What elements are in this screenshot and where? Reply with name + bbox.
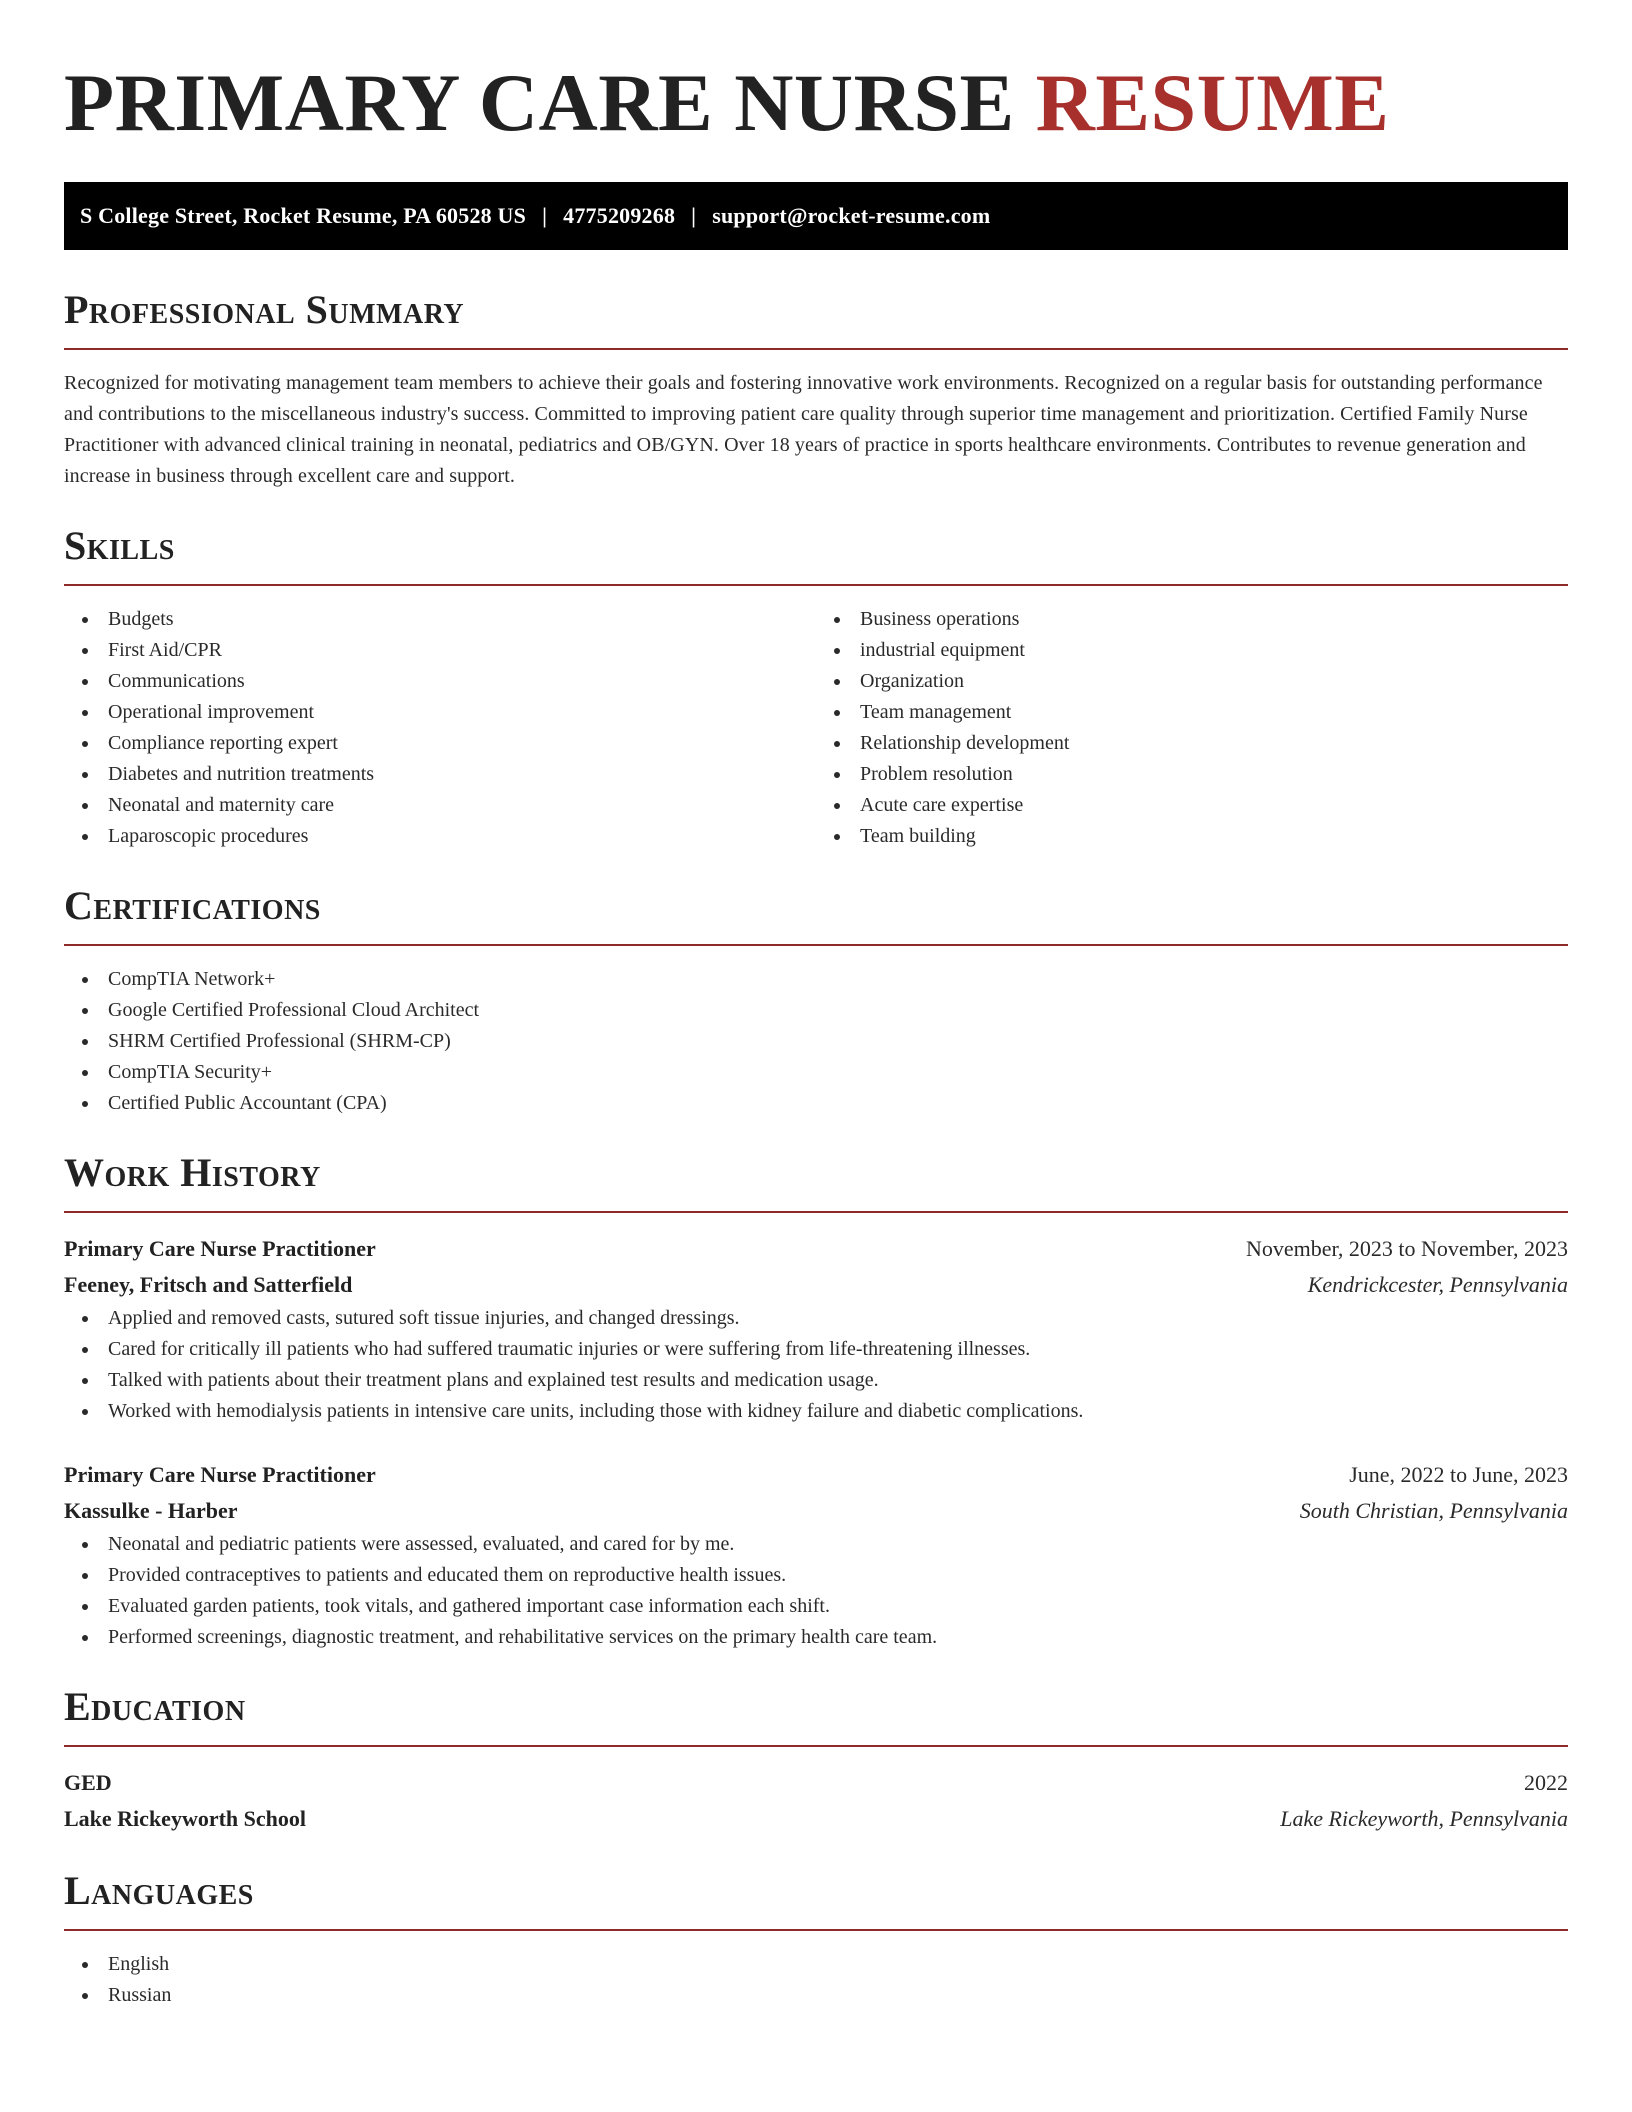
job-duty-item: Worked with hemodialysis patients in intensive care units, including those with kidney failure and diabetic complications. <box>108 1396 1568 1427</box>
section-divider <box>64 944 1568 946</box>
job-duty-item: Neonatal and pediatric patients were assessed, evaluated, and cared for by me. <box>108 1529 1568 1560</box>
certification-item: Google Certified Professional Cloud Architect <box>108 995 1568 1026</box>
certification-item: SHRM Certified Professional (SHRM-CP) <box>108 1026 1568 1057</box>
skill-item: Team management <box>860 697 1568 728</box>
skill-item: Neonatal and maternity care <box>108 790 816 821</box>
section-heading-work-history: Work History <box>64 1150 321 1195</box>
education-header <box>64 1765 1568 1801</box>
job-company: Kassulke - Harber <box>64 1498 238 1523</box>
contact-address: S College Street, Rocket Resume, PA 60528 US <box>80 203 527 228</box>
skills-list-left <box>64 604 816 852</box>
title-accent: RESUME <box>1035 57 1390 148</box>
job-duty-item: Evaluated garden patients, took vitals, and gathered important case information each shift. <box>108 1591 1568 1622</box>
section-divider <box>64 348 1568 350</box>
contact-separator: | <box>691 203 697 228</box>
job-duty-item: Cared for critically ill patients who had suffered traumatic injuries or were suffering from life-threatening illnesses. <box>108 1334 1568 1365</box>
skills-grid <box>64 604 1568 852</box>
skill-item: Operational improvement <box>108 697 816 728</box>
skill-item: Acute care expertise <box>860 790 1568 821</box>
job-subheader <box>64 1493 1568 1529</box>
job-company: Feeney, Fritsch and Satterfield <box>64 1272 353 1297</box>
job-entry <box>64 1231 1568 1427</box>
section-divider <box>64 1745 1568 1747</box>
summary-text: Recognized for motivating management team members to achieve their goals and fostering innovative work environments. Recognized on a regular basis for outstanding performance and contributions to the miscellaneous industry's success. Committed to improving patient care quality through superior time management and prioritization. Certified Family Nurse Practitioner with advanced clinical training in neonatal, pediatrics and OB/GYN. Over 18 years of practice in sports healthcare environments. Contributes to revenue generation and increase in business through excellent care and support. <box>64 372 1543 487</box>
section-heading-summary: Professional Summary <box>64 287 465 332</box>
section-divider <box>64 584 1568 586</box>
skills-section <box>64 522 1568 852</box>
section-heading-education: Education <box>64 1684 246 1729</box>
education-location: Lake Rickeyworth, Pennsylvania <box>1280 1806 1568 1831</box>
skill-item: Budgets <box>108 604 816 635</box>
job-duty-item: Provided contraceptives to patients and educated them on reproductive health issues. <box>108 1560 1568 1591</box>
education-subheader <box>64 1801 1568 1837</box>
skill-item: First Aid/CPR <box>108 635 816 666</box>
job-duty-item: Talked with patients about their treatment plans and explained test results and medication usage. <box>108 1365 1568 1396</box>
section-heading-skills: Skills <box>64 523 175 568</box>
skill-item: Diabetes and nutrition treatments <box>108 759 816 790</box>
job-entry <box>64 1457 1568 1653</box>
certifications-section <box>64 882 1568 1119</box>
job-duties <box>64 1529 1568 1653</box>
job-duty-item: Performed screenings, diagnostic treatment, and rehabilitative services on the primary health care team. <box>108 1622 1568 1653</box>
contact-separator: | <box>542 203 548 228</box>
skill-item: Relationship development <box>860 728 1568 759</box>
job-header <box>64 1231 1568 1267</box>
certification-item: CompTIA Network+ <box>108 964 1568 995</box>
languages-section <box>64 1867 1568 2011</box>
contact-bar <box>64 182 1568 250</box>
job-dates: June, 2022 to June, 2023 <box>1349 1462 1568 1487</box>
title-main: PRIMARY CARE NURSE <box>64 57 1015 148</box>
job-subheader <box>64 1267 1568 1303</box>
section-divider <box>64 1929 1568 1931</box>
section-divider <box>64 1211 1568 1213</box>
skill-item: Team building <box>860 821 1568 852</box>
education-section <box>64 1683 1568 1837</box>
skill-item: Communications <box>108 666 816 697</box>
section-heading-certifications: Certifications <box>64 883 321 928</box>
section-heading-languages: Languages <box>64 1868 254 1913</box>
contact-phone: 4775209268 <box>563 203 676 228</box>
skills-list-right <box>816 604 1568 852</box>
skill-item: Problem resolution <box>860 759 1568 790</box>
language-item: Russian <box>108 1980 1568 2011</box>
certification-item: Certified Public Accountant (CPA) <box>108 1088 1568 1119</box>
job-title: Primary Care Nurse Practitioner <box>64 1236 376 1261</box>
contact-email[interactable]: support@rocket-resume.com <box>712 203 991 228</box>
skill-item: industrial equipment <box>860 635 1568 666</box>
certification-item: CompTIA Security+ <box>108 1057 1568 1088</box>
education-school: Lake Rickeyworth School <box>64 1806 306 1831</box>
job-dates: November, 2023 to November, 2023 <box>1245 1236 1568 1261</box>
certifications-list <box>64 964 1568 1119</box>
skill-item: Organization <box>860 666 1568 697</box>
languages-list <box>64 1949 1568 2011</box>
skill-item: Laparoscopic procedures <box>108 821 816 852</box>
job-header <box>64 1457 1568 1493</box>
language-item: English <box>108 1949 1568 1980</box>
job-title: Primary Care Nurse Practitioner <box>64 1462 376 1487</box>
skill-item: Business operations <box>860 604 1568 635</box>
job-location: Kendrickcester, Pennsylvania <box>1307 1272 1568 1297</box>
work-history-section <box>64 1149 1568 1653</box>
resume-title <box>64 56 1568 150</box>
education-degree: GED <box>64 1770 112 1795</box>
job-location: South Christian, Pennsylvania <box>1299 1498 1568 1523</box>
education-year: 2022 <box>1524 1770 1568 1795</box>
job-duties <box>64 1303 1568 1427</box>
summary-section <box>64 286 1568 492</box>
skill-item: Compliance reporting expert <box>108 728 816 759</box>
job-duty-item: Applied and removed casts, sutured soft tissue injuries, and changed dressings. <box>108 1303 1568 1334</box>
